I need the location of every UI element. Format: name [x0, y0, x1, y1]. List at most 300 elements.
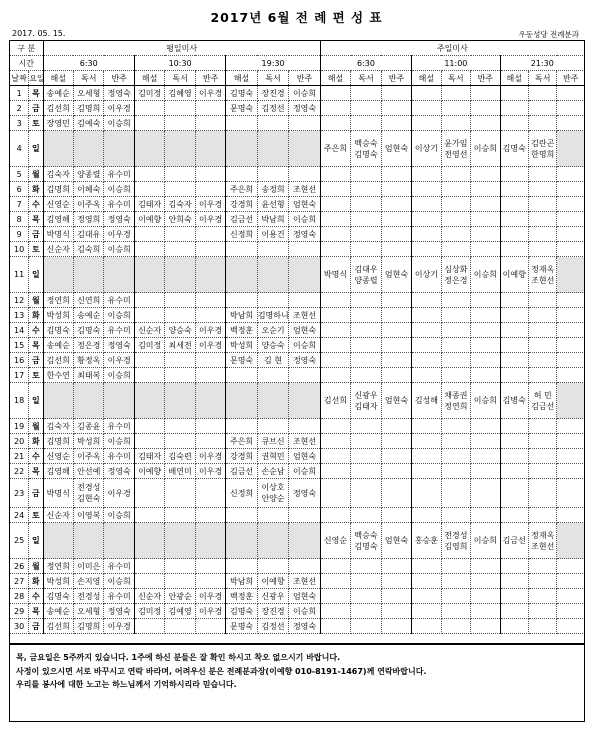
assignment-cell: 정영숙	[289, 353, 320, 368]
assignment-cell: 엄현숙	[381, 383, 411, 419]
assignment-cell: 유수미	[104, 449, 134, 464]
assignment-cell	[165, 131, 195, 167]
assignment-cell	[471, 167, 500, 182]
assignment-cell	[528, 604, 556, 619]
assignment-cell	[381, 167, 411, 182]
assignment-cell	[289, 419, 320, 434]
assignment-cell	[165, 434, 195, 449]
assignment-cell: 이예향	[134, 464, 164, 479]
assignment-cell	[471, 242, 500, 257]
assignment-cell	[134, 479, 164, 508]
assignment-cell	[500, 604, 528, 619]
assignment-name: 김태자	[354, 401, 378, 411]
assignment-cell: 김명희	[73, 619, 103, 634]
assignment-cell	[412, 353, 441, 368]
assignment-cell	[441, 212, 470, 227]
assignment-cell: 정연희	[43, 559, 73, 574]
assignment-cell	[165, 619, 195, 634]
dow-cell: 토	[29, 242, 43, 257]
assignment-cell	[320, 227, 350, 242]
assignment-cell	[500, 449, 528, 464]
assignment-cell	[226, 508, 257, 523]
assignment-cell	[381, 323, 411, 338]
assignment-cell	[557, 257, 585, 293]
assignment-cell	[257, 479, 288, 508]
assignment-cell	[351, 167, 381, 182]
assignment-cell: 이승희	[471, 383, 500, 419]
assignment-cell: 장영민	[43, 116, 73, 131]
assignment-cell: 엄현숙	[381, 131, 411, 167]
time-header: 21:30	[500, 56, 584, 71]
assignment-cell	[73, 257, 103, 293]
assignment-cell	[528, 167, 556, 182]
assignment-cell: 강경희	[226, 197, 257, 212]
assignment-cell	[165, 101, 195, 116]
assignment-cell	[381, 116, 411, 131]
date-cell: 4	[10, 131, 29, 167]
assignment-cell: 조현선	[289, 574, 320, 589]
time-header: 10:30	[134, 56, 225, 71]
assignment-cell	[471, 604, 500, 619]
assignment-cell	[381, 182, 411, 197]
assignment-cell	[195, 101, 225, 116]
assignment-cell: 조현선	[289, 434, 320, 449]
assignment-name: 한명희	[531, 149, 555, 159]
weekday-mass-label: 평일미사	[43, 41, 320, 56]
assignment-cell: 안광순	[165, 589, 195, 604]
assignment-cell	[500, 308, 528, 323]
assignment-cell	[351, 449, 381, 464]
assignment-cell	[381, 242, 411, 257]
assignment-cell	[320, 479, 350, 508]
assignment-cell	[351, 242, 381, 257]
assignment-cell	[351, 479, 381, 508]
assignment-cell	[412, 434, 441, 449]
assignment-cell	[500, 479, 528, 508]
assignment-cell	[557, 419, 585, 434]
assignment-cell	[557, 323, 585, 338]
assignment-cell: 이우경	[195, 464, 225, 479]
assignment-name: 전영선	[444, 149, 468, 159]
assignment-cell	[528, 212, 556, 227]
assignment-cell: 권혁민	[257, 449, 288, 464]
dow-cell: 목	[29, 464, 43, 479]
assignment-cell	[528, 383, 556, 419]
dow-cell: 월	[29, 559, 43, 574]
dow-cell: 일	[29, 131, 43, 167]
assignment-cell: 김금선	[226, 464, 257, 479]
assignment-cell	[195, 523, 225, 559]
assignment-cell	[528, 131, 556, 167]
table-row	[10, 338, 585, 353]
assignment-cell: 강경희	[226, 449, 257, 464]
assignment-cell	[320, 116, 350, 131]
assignment-cell	[320, 464, 350, 479]
assignment-cell: 신영순	[320, 523, 350, 559]
assignment-cell: 김예숙	[73, 116, 103, 131]
assignment-cell: 김명숙	[500, 131, 528, 167]
assignment-cell: 이우경	[104, 353, 134, 368]
assignment-cell	[557, 338, 585, 353]
time-header: 6:30	[43, 56, 134, 71]
assignment-cell	[528, 293, 556, 308]
assignment-cell: 김정선	[257, 101, 288, 116]
assignment-cell	[471, 419, 500, 434]
assignment-cell: 이승희	[104, 434, 134, 449]
assignment-cell: 정영숙	[289, 619, 320, 634]
assignment-cell	[471, 293, 500, 308]
assignment-cell: 김선희	[43, 101, 73, 116]
assignment-cell: 김숙자	[43, 419, 73, 434]
date-cell: 23	[10, 479, 29, 508]
assignment-cell	[441, 257, 470, 293]
assignment-cell	[289, 293, 320, 308]
assignment-cell	[381, 368, 411, 383]
assignment-cell	[500, 197, 528, 212]
assignment-name: 정연희	[444, 401, 468, 411]
dow-cell: 금	[29, 101, 43, 116]
assignment-cell	[412, 293, 441, 308]
assignment-cell	[500, 227, 528, 242]
role-header: 해설	[43, 71, 73, 86]
assignment-cell	[195, 242, 225, 257]
assignment-name: 조현선	[531, 541, 555, 551]
assignment-cell	[528, 589, 556, 604]
assignment-cell	[381, 589, 411, 604]
assignment-cell: 김미정	[134, 338, 164, 353]
dow-cell: 화	[29, 182, 43, 197]
assignment-cell	[257, 116, 288, 131]
assignment-cell: 김 현	[257, 353, 288, 368]
assignment-name: 채종권	[444, 390, 468, 400]
dow-cell: 화	[29, 308, 43, 323]
assignment-cell	[165, 116, 195, 131]
assignment-cell: 김선희	[320, 383, 350, 419]
role-header: 해설	[320, 71, 350, 86]
assignment-cell: 엄현숙	[381, 257, 411, 293]
assignment-name: 전경성	[444, 530, 468, 540]
assignment-cell	[441, 242, 470, 257]
assignment-cell	[528, 353, 556, 368]
role-header: 독서	[73, 71, 103, 86]
table-row	[10, 419, 585, 434]
assignment-cell: 김예영	[165, 604, 195, 619]
page-title: 2017년 6월 전 례 편 성 표	[210, 10, 383, 25]
assignment-cell	[528, 559, 556, 574]
dow-cell: 금	[29, 619, 43, 634]
assignment-cell: 김선희	[43, 353, 73, 368]
assignment-cell: 김명하니	[257, 308, 288, 323]
assignment-cell	[165, 479, 195, 508]
assignment-cell	[500, 508, 528, 523]
assignment-name: 정은경	[444, 275, 468, 285]
assignment-cell	[134, 242, 164, 257]
assignment-cell	[134, 574, 164, 589]
date-label: 날짜	[10, 71, 29, 86]
assignment-cell	[351, 293, 381, 308]
assignment-cell: 박명식	[43, 227, 73, 242]
role-header: 반주	[104, 71, 134, 86]
assignment-cell	[381, 434, 411, 449]
assignment-cell	[557, 464, 585, 479]
assignment-cell: 신영순	[43, 449, 73, 464]
assignment-cell	[134, 559, 164, 574]
assignment-cell	[351, 589, 381, 604]
assignment-cell	[441, 167, 470, 182]
assignment-cell	[226, 257, 257, 293]
assignment-cell	[412, 101, 441, 116]
role-header: 독서	[257, 71, 288, 86]
assignment-cell	[73, 131, 103, 167]
assignment-cell	[195, 167, 225, 182]
assignment-cell: 이혜숙	[73, 182, 103, 197]
assignment-cell	[195, 368, 225, 383]
date-cell: 16	[10, 353, 29, 368]
assignment-cell	[381, 604, 411, 619]
assignment-cell	[351, 308, 381, 323]
assignment-cell: 신정희	[226, 227, 257, 242]
assignment-cell	[412, 508, 441, 523]
assignment-cell	[528, 257, 556, 293]
dow-cell: 수	[29, 449, 43, 464]
assignment-cell: 이우경	[195, 449, 225, 464]
assignment-cell	[441, 116, 470, 131]
assignment-cell	[320, 604, 350, 619]
role-header: 독서	[165, 71, 195, 86]
assignment-cell	[320, 449, 350, 464]
assignment-cell: 박성희	[226, 338, 257, 353]
assignment-cell	[557, 508, 585, 523]
assignment-cell	[351, 197, 381, 212]
assignment-cell: 정영숙	[104, 464, 134, 479]
assignment-cell	[528, 197, 556, 212]
assignment-cell	[320, 182, 350, 197]
table-row	[10, 383, 585, 419]
assignment-cell: 이우경	[195, 589, 225, 604]
assignment-name: 김대우	[354, 264, 378, 274]
assignment-cell	[557, 227, 585, 242]
assignment-cell	[351, 182, 381, 197]
assignment-cell	[557, 86, 585, 101]
assignment-cell	[381, 574, 411, 589]
assignment-cell	[226, 559, 257, 574]
assignment-cell	[257, 559, 288, 574]
assignment-cell	[195, 182, 225, 197]
dow-cell: 일	[29, 257, 43, 293]
assignment-name: 김현숙	[77, 494, 101, 503]
assignment-cell: 김명숙	[226, 604, 257, 619]
date-cell: 25	[10, 523, 29, 559]
assignment-cell	[381, 197, 411, 212]
assignment-cell: 정영숙	[104, 338, 134, 353]
assignment-cell	[195, 574, 225, 589]
assignment-cell: 김금선	[226, 212, 257, 227]
assignment-cell	[557, 197, 585, 212]
assignment-cell	[165, 419, 195, 434]
assignment-cell	[381, 419, 411, 434]
table-row	[10, 86, 585, 101]
assignment-cell	[557, 101, 585, 116]
assignment-cell	[500, 353, 528, 368]
dow-cell: 토	[29, 368, 43, 383]
assignment-cell: 이상기	[412, 257, 441, 293]
assignment-cell	[441, 368, 470, 383]
assignment-cell	[381, 293, 411, 308]
assignment-cell: 이승희	[104, 368, 134, 383]
assignment-cell	[471, 574, 500, 589]
assignment-cell	[289, 523, 320, 559]
assignment-cell: 윤선형	[257, 197, 288, 212]
assignment-cell: 이상기	[412, 131, 441, 167]
assignment-cell	[557, 589, 585, 604]
assignment-cell	[528, 574, 556, 589]
assignment-cell	[441, 383, 470, 419]
assignment-cell: 이승희	[104, 182, 134, 197]
dow-cell: 토	[29, 508, 43, 523]
assignment-cell	[412, 464, 441, 479]
assignment-cell: 장진경	[257, 86, 288, 101]
assignment-cell: 이예향	[500, 257, 528, 293]
assignment-cell	[165, 308, 195, 323]
assignment-cell: 엄현숙	[381, 523, 411, 559]
note-line: 사정이 있으시면 서로 바꾸시고 연락 바라며, 어려우신 분은 전례분과장(이예향 010-8191-1467)께 연락바랍니다.	[16, 666, 427, 676]
assignment-cell: 이영복	[73, 508, 103, 523]
assignment-cell	[500, 182, 528, 197]
role-header: 반주	[471, 71, 500, 86]
assignment-name: 김명숙	[354, 541, 378, 551]
assignment-cell	[289, 559, 320, 574]
assignment-cell: 이예향	[134, 212, 164, 227]
assignment-cell: 김병숙	[500, 383, 528, 419]
assignment-name: 김금선	[531, 401, 555, 411]
assignment-cell	[528, 101, 556, 116]
date-cell: 3	[10, 116, 29, 131]
table-row	[10, 227, 585, 242]
role-header: 반주	[557, 71, 585, 86]
assignment-cell	[500, 368, 528, 383]
assignment-cell: 문명숙	[226, 619, 257, 634]
table-row	[10, 574, 585, 589]
assignment-cell: 박성희	[43, 308, 73, 323]
assignment-cell: 유수미	[104, 167, 134, 182]
assignment-cell	[500, 589, 528, 604]
assignment-cell	[320, 338, 350, 353]
assignment-cell: 유수미	[104, 323, 134, 338]
assignment-cell: 엄현숙	[289, 197, 320, 212]
assignment-cell: 정영숙	[104, 604, 134, 619]
assignment-cell	[528, 508, 556, 523]
assignment-cell: 김숙련	[165, 449, 195, 464]
assignment-name: 전경성	[77, 483, 101, 492]
assignment-cell: 정연희	[43, 293, 73, 308]
assignment-cell: 이용건	[257, 227, 288, 242]
assignment-name: 이상호	[261, 483, 285, 492]
assignment-cell: 이주옥	[73, 449, 103, 464]
assignment-cell	[528, 227, 556, 242]
assignment-cell	[471, 449, 500, 464]
assignment-cell: 양종렬	[73, 167, 103, 182]
assignment-cell	[320, 508, 350, 523]
assignment-cell	[165, 167, 195, 182]
assignment-cell	[134, 434, 164, 449]
assignment-cell: 김명희	[73, 101, 103, 116]
assignment-cell: 백정훈	[226, 323, 257, 338]
assignment-cell: 송예순	[43, 86, 73, 101]
assignment-cell	[351, 338, 381, 353]
assignment-cell	[500, 574, 528, 589]
assignment-cell	[528, 368, 556, 383]
assignment-cell	[351, 604, 381, 619]
role-header: 해설	[226, 71, 257, 86]
assignment-cell: 이승희	[289, 212, 320, 227]
assignment-cell	[351, 464, 381, 479]
assignment-cell	[471, 116, 500, 131]
assignment-cell: 이우경	[195, 604, 225, 619]
assignment-cell	[195, 257, 225, 293]
assignment-cell: 홍승훈	[412, 523, 441, 559]
assignment-cell	[441, 419, 470, 434]
dow-cell: 목	[29, 212, 43, 227]
assignment-cell: 김숙자	[165, 197, 195, 212]
assignment-cell: 김성해	[412, 383, 441, 419]
assignment-cell: 이우경	[195, 197, 225, 212]
assignment-cell	[412, 368, 441, 383]
assignment-cell: 엄현숙	[289, 323, 320, 338]
date-cell: 24	[10, 508, 29, 523]
table-row	[10, 353, 585, 368]
date-cell: 28	[10, 589, 29, 604]
assignment-cell	[320, 308, 350, 323]
assignment-cell: 김혜영	[165, 86, 195, 101]
assignment-cell	[500, 419, 528, 434]
assignment-cell: 엄현숙	[289, 589, 320, 604]
table-row	[10, 559, 585, 574]
assignment-cell	[500, 559, 528, 574]
table-row	[10, 131, 585, 167]
assignment-cell	[412, 212, 441, 227]
assignment-cell	[500, 167, 528, 182]
assignment-cell	[441, 86, 470, 101]
assignment-cell	[289, 508, 320, 523]
dow-cell: 금	[29, 227, 43, 242]
assignment-cell: 최태복	[73, 368, 103, 383]
assignment-cell	[320, 619, 350, 634]
assignment-cell	[134, 619, 164, 634]
assignment-cell: 주은희	[226, 434, 257, 449]
assignment-cell	[557, 293, 585, 308]
assignment-cell: 김명숙	[73, 323, 103, 338]
assignment-cell	[412, 197, 441, 212]
assignment-cell	[381, 619, 411, 634]
assignment-cell	[43, 131, 73, 167]
assignment-cell	[528, 323, 556, 338]
assignment-cell: 이승희	[289, 464, 320, 479]
assignment-cell	[351, 101, 381, 116]
assignment-name: 김란곤	[531, 138, 555, 148]
assignment-cell	[257, 368, 288, 383]
assignment-cell: 박성희	[73, 434, 103, 449]
assignment-cell: 손순남	[257, 464, 288, 479]
assignment-cell: 정영숙	[104, 86, 134, 101]
assignment-cell: 김영해	[43, 212, 73, 227]
assignment-cell: 조현선	[289, 182, 320, 197]
assignment-cell: 문명숙	[226, 101, 257, 116]
assignment-cell: 유수미	[104, 589, 134, 604]
assignment-cell	[500, 101, 528, 116]
assignment-cell	[557, 604, 585, 619]
role-header: 독서	[528, 71, 556, 86]
assignment-cell	[557, 574, 585, 589]
